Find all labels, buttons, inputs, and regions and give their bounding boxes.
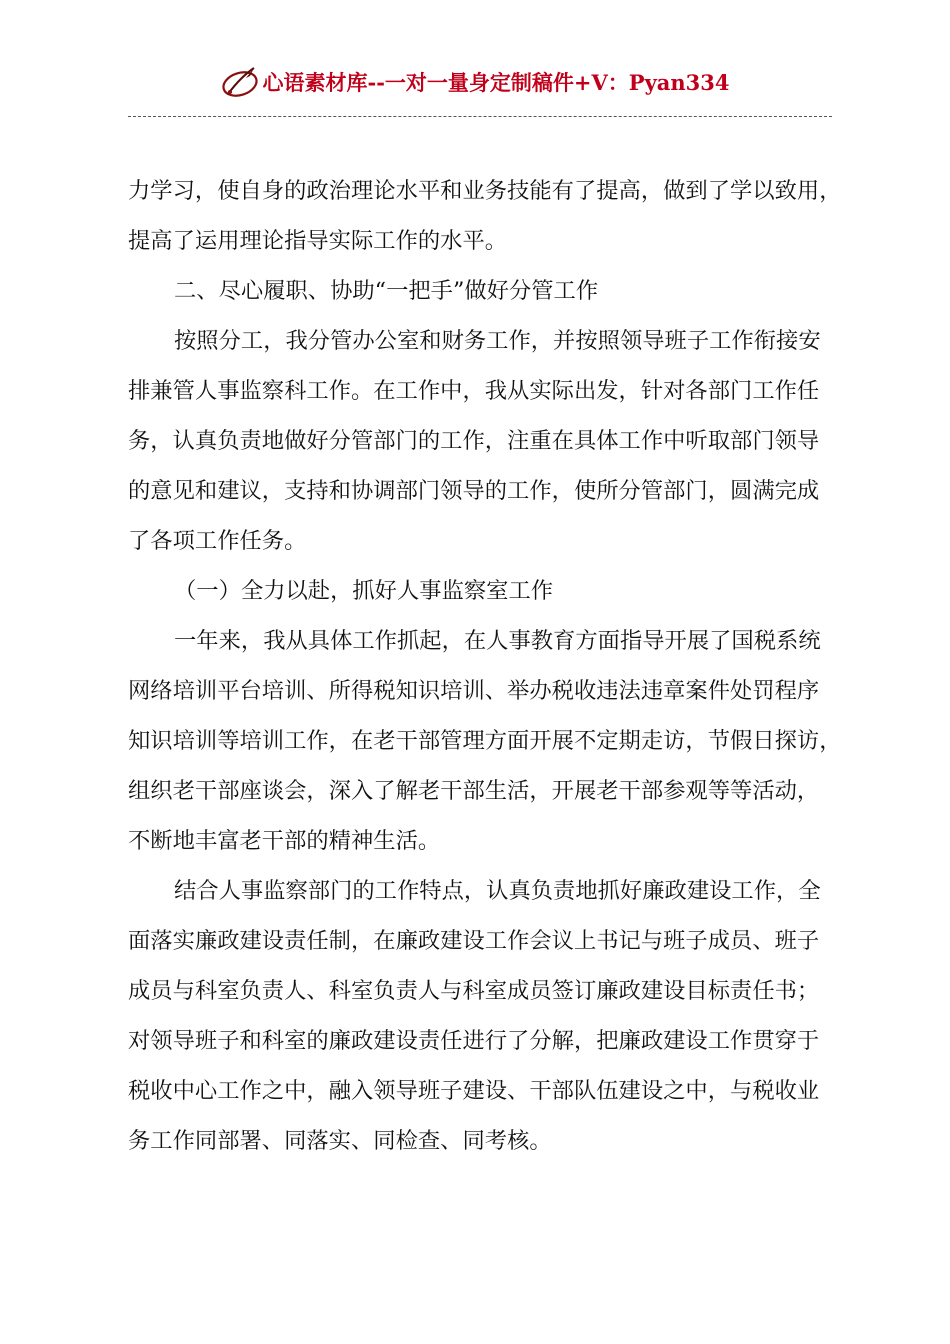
text-line: 知识培训等培训工作，在老干部管理方面开展不定期走访，节假日探访， [128,728,842,754]
subsection-heading: （一）全力以赴，抓好人事监察室工作 [174,578,554,604]
header-divider [128,116,832,117]
document-body [128,178,840,1154]
text-line: 务，认真负责地做好分管部门的工作，注重在具体工作中听取部门领导 [128,428,820,454]
text-line: 提高了运用理论指导实际工作的水平。 [128,228,508,254]
text-line: 不断地丰富老干部的精神生活。 [128,828,441,854]
text-line: 组织老干部座谈会，深入了解老干部生活，开展老干部参观等等活动， [128,778,820,804]
header-inner [220,58,729,106]
page-header [0,58,950,106]
text-line: 排兼管人事监察科工作。在工作中，我从实际出发，针对各部门工作任 [128,378,820,404]
quill-logo-icon [220,64,260,100]
text-line: 一年来，我从具体工作抓起，在人事教育方面指导开展了国税系统 [174,628,821,654]
text-line: 结合人事监察部门的工作特点，认真负责地抓好廉政建设工作，全 [174,878,821,904]
text-line: 对领导班子和科室的廉政建设责任进行了分解，把廉政建设工作贯穿于 [128,1028,820,1054]
section-heading: 二、尽心履职、协助“一把手”做好分管工作 [174,278,599,304]
text-line: 力学习，使自身的政治理论水平和业务技能有了提高，做到了学以致用， [128,178,842,204]
header-title: 心语素材库--一对一量身定制稿件+V：Pyan334 [262,70,730,95]
text-line: 网络培训平台培训、所得税知识培训、举办税收违法违章案件处罚程序 [128,678,820,704]
text-line: 务工作同部署、同落实、同检查、同考核。 [128,1128,552,1154]
text-line: 税收中心工作之中，融入领导班子建设、干部队伍建设之中，与税收业 [128,1078,820,1104]
text-line: 按照分工，我分管办公室和财务工作，并按照领导班子工作衔接安 [174,328,821,354]
text-line: 的意见和建议，支持和协调部门领导的工作，使所分管部门，圆满完成 [128,478,820,504]
text-line: 面落实廉政建设责任制，在廉政建设工作会议上书记与班子成员、班子 [128,928,820,954]
text-line: 成员与科室负责人、科室负责人与科室成员签订廉政建设目标责任书； [128,978,820,1004]
text-line: 了各项工作任务。 [128,528,307,554]
